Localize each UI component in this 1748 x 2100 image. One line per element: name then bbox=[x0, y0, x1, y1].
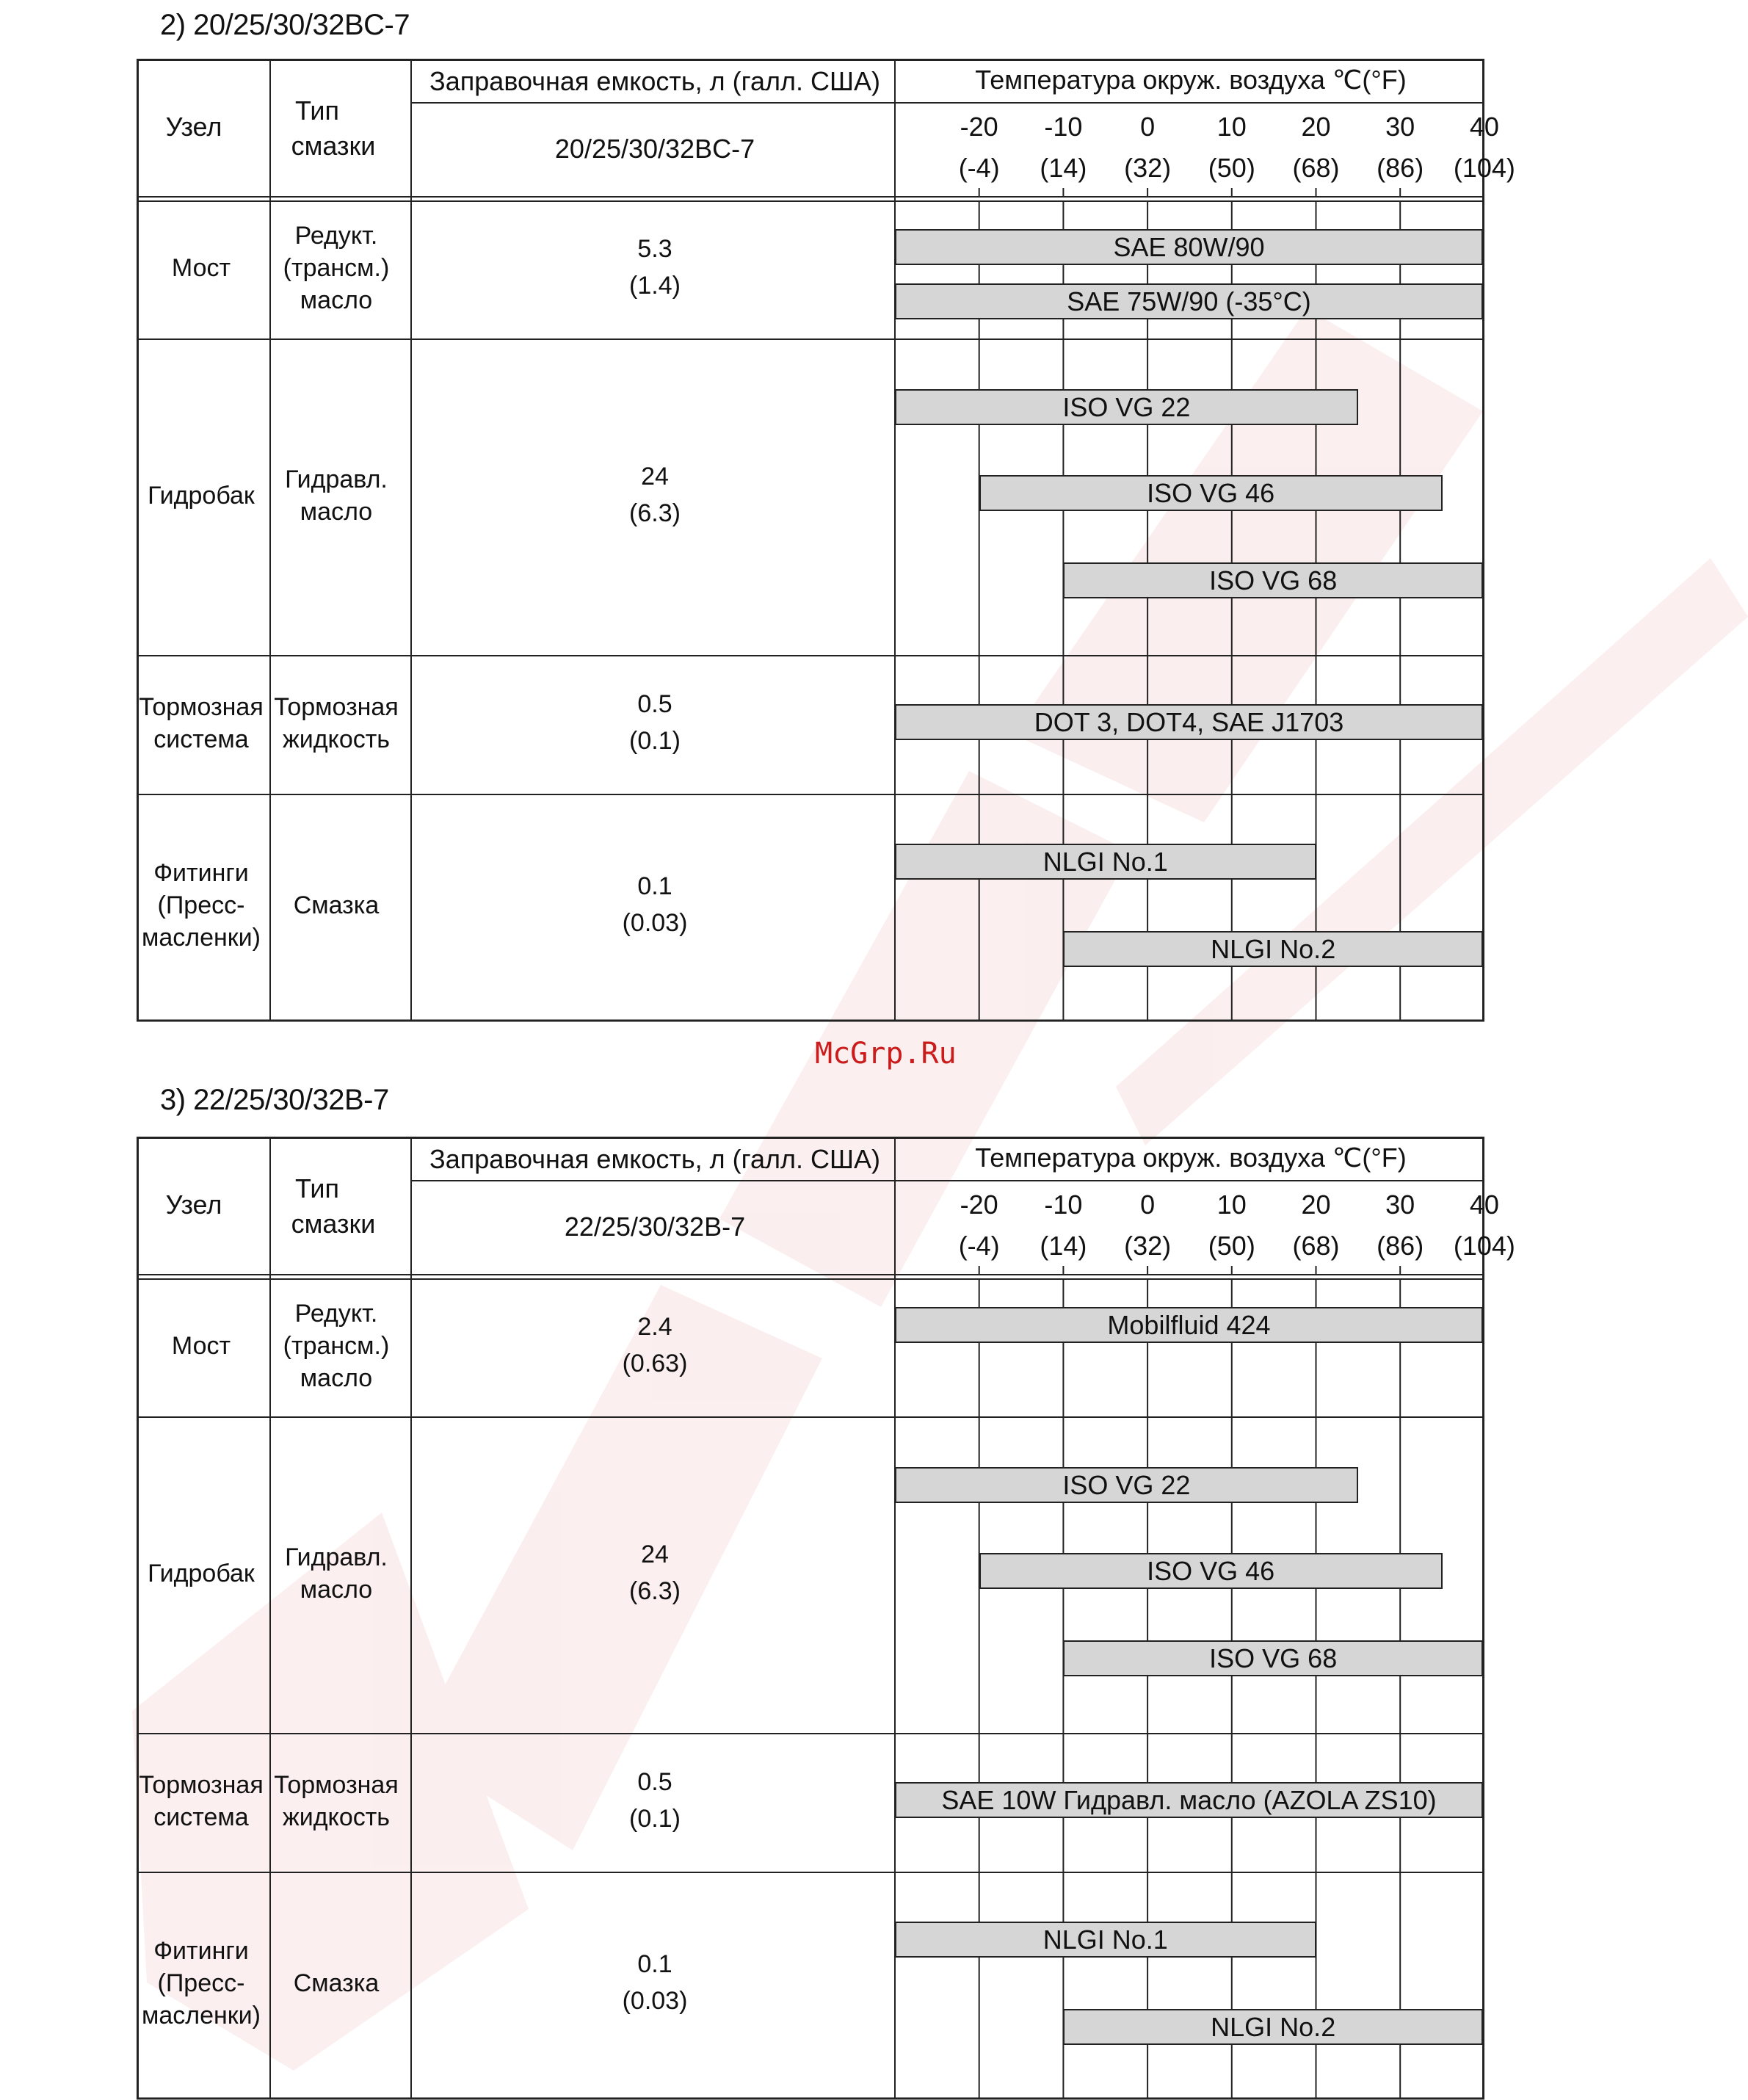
temp-label-f: (32) bbox=[1124, 153, 1172, 183]
row-capacity: 0.5 bbox=[637, 689, 672, 718]
row-lubricant-type: Смазка bbox=[293, 1969, 380, 1997]
header-capacity: Заправочная емкость, л (галл. США) bbox=[429, 1144, 880, 1174]
temp-range-bar: SAE 10W Гидравл. масло (AZOLA ZS10) bbox=[895, 1782, 1483, 1818]
row-lubricant-type: (трансм.) bbox=[283, 1332, 390, 1360]
temp-label-f: (68) bbox=[1292, 1231, 1340, 1261]
temp-range-bar: ISO VG 68 bbox=[1063, 1640, 1483, 1676]
temp-label-c: 0 bbox=[1140, 112, 1156, 142]
row-capacity: (0.1) bbox=[629, 726, 681, 755]
header-type-line1: Тип bbox=[294, 1173, 340, 1203]
lubricant-table-1 bbox=[137, 59, 1515, 1022]
temp-range-bar: ISO VG 46 bbox=[979, 1553, 1443, 1589]
temp-label-f: (50) bbox=[1208, 153, 1255, 183]
row-lubricant-type: Гидравл. bbox=[285, 1543, 388, 1571]
temp-range-bar: ISO VG 68 bbox=[1063, 562, 1483, 598]
temp-range-bar: Mobilfluid 424 bbox=[895, 1307, 1483, 1343]
row-unit: система bbox=[153, 1803, 249, 1831]
header-model: 20/25/30/32BC-7 bbox=[554, 134, 755, 164]
temp-range-bar: NLGI No.2 bbox=[1063, 931, 1483, 967]
header-temperature: Температура окруж. воздуха ℃(°F) bbox=[975, 1143, 1407, 1173]
header-unit: Узел bbox=[165, 1190, 222, 1220]
row-capacity: (0.63) bbox=[622, 1350, 688, 1377]
row-capacity: (0.03) bbox=[622, 1987, 688, 2015]
row-lubricant-type: Тормозная bbox=[274, 1770, 399, 1799]
temp-label-c: 0 bbox=[1140, 1190, 1156, 1220]
temp-label-c: 30 bbox=[1385, 1190, 1415, 1220]
row-lubricant-type: Смазка bbox=[293, 891, 380, 919]
temp-range-bar: ISO VG 22 bbox=[895, 1467, 1358, 1503]
header-type-line1: Тип bbox=[294, 95, 340, 126]
temp-range-bar: SAE 80W/90 bbox=[895, 229, 1483, 265]
row-unit: Тормозная bbox=[139, 692, 264, 721]
row-capacity: 0.1 bbox=[637, 872, 672, 900]
temp-label-f: (104) bbox=[1453, 1231, 1515, 1261]
temp-label-c: 40 bbox=[1469, 112, 1499, 142]
temp-label-c: -10 bbox=[1044, 1190, 1083, 1220]
header-unit: Узел bbox=[165, 112, 222, 142]
temp-label-c: 40 bbox=[1469, 1190, 1499, 1220]
row-unit: Фитинги bbox=[153, 1937, 249, 1965]
row-unit: Тормозная bbox=[139, 1770, 264, 1799]
header-type-line2: смазки bbox=[291, 131, 376, 161]
temp-label-f: (-4) bbox=[958, 153, 1000, 183]
temp-label-c: 20 bbox=[1301, 1190, 1331, 1220]
temp-label-f: (50) bbox=[1208, 1231, 1255, 1261]
row-unit: масленки) bbox=[142, 2002, 261, 2030]
temp-label-c: 30 bbox=[1385, 112, 1415, 142]
site-watermark: McGrp.Ru bbox=[815, 1037, 957, 1071]
header-temperature: Температура окруж. воздуха ℃(°F) bbox=[975, 65, 1407, 95]
temp-range-bar: NLGI No.2 bbox=[1063, 2009, 1483, 2045]
temp-label-c: 10 bbox=[1216, 1190, 1247, 1220]
temp-label-f: (104) bbox=[1453, 153, 1515, 183]
row-capacity: 2.4 bbox=[637, 1313, 672, 1341]
header-type-line2: смазки bbox=[291, 1209, 376, 1239]
row-unit: (Пресс- bbox=[157, 1969, 245, 1997]
temp-label-f: (86) bbox=[1377, 153, 1424, 183]
temp-range-bar: NLGI No.1 bbox=[895, 844, 1316, 880]
row-unit: Гидробак bbox=[148, 1559, 255, 1587]
row-lubricant-type: Редукт. bbox=[294, 1300, 378, 1328]
row-unit: Мост bbox=[171, 254, 231, 282]
temp-range-bar: ISO VG 46 bbox=[979, 475, 1443, 511]
temp-label-f: (14) bbox=[1040, 1231, 1087, 1261]
row-lubricant-type: масло bbox=[300, 497, 373, 526]
temp-range-bar: SAE 75W/90 (-35°C) bbox=[895, 283, 1483, 319]
row-lubricant-type: (трансм.) bbox=[283, 254, 390, 282]
row-unit: Фитинги bbox=[153, 859, 249, 887]
section-1-title: 2) 20/25/30/32BC-7 bbox=[160, 9, 410, 41]
row-lubricant-type: Гидравл. bbox=[285, 465, 388, 493]
row-capacity: 0.1 bbox=[637, 1950, 672, 1978]
row-capacity: 0.5 bbox=[637, 1767, 672, 1796]
temp-label-f: (14) bbox=[1040, 153, 1087, 183]
temp-range-bar: ISO VG 22 bbox=[895, 389, 1358, 425]
row-unit: масленки) bbox=[142, 924, 261, 952]
header-model: 22/25/30/32B-7 bbox=[564, 1212, 746, 1242]
temp-label-c: -20 bbox=[960, 112, 998, 142]
lubricant-table-2 bbox=[137, 1137, 1515, 2100]
temp-range-bar: NLGI No.1 bbox=[895, 1922, 1316, 1958]
temp-label-f: (32) bbox=[1124, 1231, 1172, 1261]
temp-label-c: -20 bbox=[960, 1190, 998, 1220]
row-capacity: 24 bbox=[641, 1540, 669, 1568]
row-capacity: (0.03) bbox=[622, 909, 688, 937]
row-lubricant-type: масло bbox=[300, 286, 373, 314]
temp-label-f: (86) bbox=[1377, 1231, 1424, 1261]
row-capacity: 5.3 bbox=[637, 235, 672, 263]
row-unit: (Пресс- bbox=[157, 891, 245, 919]
row-capacity: (6.3) bbox=[629, 1576, 681, 1605]
header-capacity: Заправочная емкость, л (галл. США) bbox=[429, 66, 880, 96]
row-lubricant-type: Редукт. bbox=[294, 222, 378, 250]
row-capacity: (6.3) bbox=[629, 499, 681, 527]
row-capacity: (0.1) bbox=[629, 1804, 681, 1833]
row-lubricant-type: жидкость bbox=[282, 1803, 391, 1831]
temp-range-bar: DOT 3, DOT4, SAE J1703 bbox=[895, 704, 1483, 740]
row-lubricant-type: масло bbox=[300, 1364, 373, 1392]
temp-label-f: (-4) bbox=[958, 1231, 1000, 1261]
row-unit: Мост bbox=[171, 1332, 231, 1360]
row-unit: система bbox=[153, 725, 249, 753]
temp-label-c: 20 bbox=[1301, 112, 1331, 142]
row-lubricant-type: Тормозная bbox=[274, 692, 399, 721]
temp-label-c: -10 bbox=[1044, 112, 1083, 142]
section-2-title: 3) 22/25/30/32B-7 bbox=[160, 1084, 389, 1116]
temp-label-c: 10 bbox=[1216, 112, 1247, 142]
temp-label-f: (68) bbox=[1292, 153, 1340, 183]
row-unit: Гидробак bbox=[148, 481, 255, 510]
row-lubricant-type: масло bbox=[300, 1575, 373, 1604]
row-capacity: 24 bbox=[641, 462, 669, 490]
row-lubricant-type: жидкость bbox=[282, 725, 391, 753]
row-capacity: (1.4) bbox=[629, 272, 681, 300]
